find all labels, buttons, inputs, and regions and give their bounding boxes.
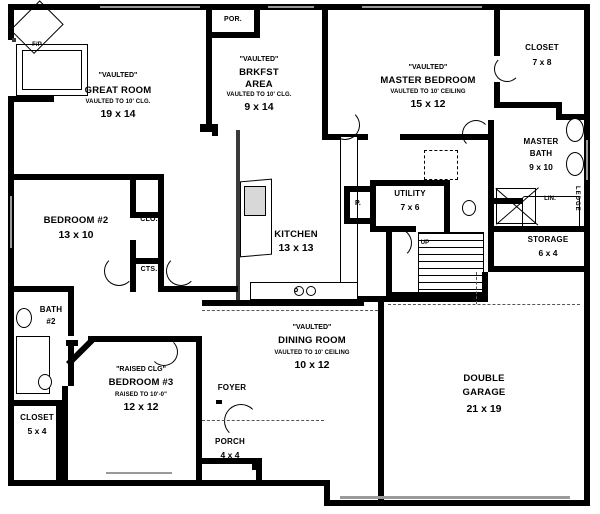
label-brkfst-name2: AREA bbox=[245, 79, 273, 90]
wall-bed2-top bbox=[8, 174, 164, 180]
window-greatroom bbox=[100, 6, 200, 8]
wall-master-left bbox=[322, 10, 328, 140]
label-brkfst-note: VAULTED TO 10' CLG. bbox=[226, 92, 292, 98]
door-arc-bed2 bbox=[104, 256, 134, 286]
wall-exterior-right-top bbox=[584, 4, 590, 44]
label-porch-front-dim: 4 x 4 bbox=[220, 450, 240, 460]
door-arc-closet bbox=[494, 56, 520, 82]
wall-garage-left bbox=[378, 296, 384, 506]
label-bed3-note: RAISED TO 10'-0" bbox=[114, 392, 168, 398]
label-masterbath-name2: BATH bbox=[529, 149, 553, 158]
label-bed3-name: BEDROOM #3 bbox=[108, 377, 174, 388]
label-foyer: FOYER bbox=[217, 383, 247, 392]
label-garage-name2: GARAGE bbox=[462, 387, 506, 398]
label-bed3-raised: "RAISED CLG" bbox=[116, 366, 166, 373]
label-closet-name: CLOSET bbox=[525, 43, 559, 52]
wall-storage-bottom bbox=[494, 266, 586, 272]
label-closet-front-name: CLOSET bbox=[20, 413, 54, 422]
utility-above-dashed bbox=[424, 150, 458, 180]
wall-bed3-left-lower bbox=[62, 386, 68, 480]
label-master-vaulted: "VAULTED" bbox=[408, 64, 448, 71]
wall-garage-top bbox=[378, 296, 488, 302]
label-up: UP bbox=[420, 240, 430, 246]
label-cts: CTS. bbox=[140, 266, 158, 273]
label-greatroom-name: GREAT ROOM bbox=[84, 85, 152, 96]
wall-closet-left bbox=[494, 10, 500, 56]
window-master bbox=[362, 6, 482, 8]
wall-exterior-left-upper bbox=[8, 4, 14, 40]
wall-storage-left bbox=[488, 232, 494, 272]
wall-closet-bottom bbox=[494, 102, 560, 108]
sink-bath2 bbox=[38, 374, 52, 390]
window-masterbath bbox=[586, 140, 588, 180]
wall-greatroom-bottom-left bbox=[8, 96, 54, 102]
wall-fp-a bbox=[12, 38, 16, 42]
porch-post bbox=[252, 462, 260, 470]
sink-master-2 bbox=[566, 152, 584, 176]
wall-porch-bottom bbox=[196, 480, 262, 486]
wall-rear-porch-bottom bbox=[206, 32, 260, 38]
garage-dash-1 bbox=[388, 304, 580, 305]
label-porch-rear: POR. bbox=[224, 16, 242, 23]
wall-bed2-right bbox=[158, 174, 164, 292]
label-dining-note: VAULTED TO 10' CEILING bbox=[274, 350, 350, 356]
window-bed3 bbox=[106, 472, 172, 474]
wall-pantry-bottom bbox=[344, 218, 370, 224]
door-arc-hall bbox=[166, 256, 196, 286]
label-brkfst-name: BRKFST bbox=[239, 67, 279, 78]
label-utility-name: UTILITY bbox=[394, 189, 426, 198]
fireplace-hearth bbox=[22, 50, 82, 90]
label-dining-dim: 10 x 12 bbox=[294, 359, 330, 371]
wall-dining-top bbox=[202, 300, 364, 306]
wall-bath2-left bbox=[8, 292, 14, 412]
toilet-bath2 bbox=[16, 308, 32, 328]
label-bed2-name: BEDROOM #2 bbox=[43, 215, 109, 226]
wall-exterior-top-left bbox=[8, 4, 96, 10]
door-arc-foyer bbox=[224, 404, 258, 438]
label-fireplace: F/P bbox=[32, 42, 42, 48]
garage-dash-2 bbox=[476, 272, 477, 304]
kitchen-cooktop bbox=[244, 186, 266, 216]
label-porch-front-name: PORCH bbox=[215, 437, 245, 446]
wall-garage-top-right bbox=[482, 272, 488, 302]
burner-2 bbox=[306, 286, 316, 296]
label-greatroom-dim: 19 x 14 bbox=[100, 108, 136, 120]
door-arc-stairs bbox=[382, 228, 412, 258]
wall-greatroom-right bbox=[206, 38, 212, 130]
wall-exterior-top-porch bbox=[206, 4, 260, 10]
wall-foyer-door-jamb bbox=[216, 400, 222, 404]
label-closet-dim: 7 x 8 bbox=[532, 57, 552, 67]
label-linen: LIN. bbox=[544, 196, 556, 202]
wall-bed3-right bbox=[196, 336, 202, 460]
dining-ceiling-dash-2 bbox=[202, 420, 324, 421]
label-storage-dim: 6 x 4 bbox=[538, 248, 558, 258]
wall-exterior-left-lower bbox=[8, 400, 14, 486]
label-kitchen-dim: 13 x 13 bbox=[278, 242, 314, 254]
sink-master-1 bbox=[566, 118, 584, 142]
label-closet-front-dim: 5 x 4 bbox=[27, 426, 47, 436]
wall-hall-stub bbox=[364, 296, 378, 302]
label-brkfst-dim: 9 x 14 bbox=[244, 101, 274, 113]
label-storage-name: STORAGE bbox=[527, 235, 569, 244]
dining-ceiling-dash-1 bbox=[202, 310, 378, 311]
wall-clo-left bbox=[130, 178, 136, 216]
label-masterbath-dim: 9 x 10 bbox=[529, 162, 553, 172]
door-arc-bed3 bbox=[150, 338, 178, 366]
label-greatroom-vaulted: "VAULTED" bbox=[98, 72, 138, 79]
wall-exterior-bottom-mid bbox=[262, 480, 324, 486]
wall-storage-top bbox=[494, 226, 586, 232]
door-arc-masterbath bbox=[462, 120, 490, 148]
wall-hall-top bbox=[160, 286, 238, 292]
wall-closet-front-top bbox=[8, 400, 62, 406]
garage-door bbox=[340, 496, 570, 499]
label-garage-dim: 21 x 19 bbox=[466, 403, 502, 415]
label-bed2-dim: 13 x 10 bbox=[58, 229, 94, 241]
wall-utility-top bbox=[370, 180, 450, 186]
wall-bed3-top bbox=[88, 336, 200, 342]
label-garage-name: DOUBLE bbox=[463, 373, 505, 384]
wall-utility-right bbox=[444, 180, 450, 232]
label-master-note: VAULTED TO 10' CEILING bbox=[390, 89, 466, 95]
door-arc-master bbox=[330, 110, 360, 140]
label-bed3-dim: 12 x 12 bbox=[123, 401, 159, 413]
label-bath2-name2: #2 bbox=[46, 317, 56, 326]
label-clo: CLO. bbox=[140, 216, 158, 223]
label-master-dim: 15 x 12 bbox=[410, 98, 446, 110]
wall-cts-top bbox=[130, 258, 164, 264]
label-pantry: P. bbox=[354, 200, 362, 207]
label-bath2-name: BATH bbox=[39, 305, 63, 314]
label-ledge: LEDGE bbox=[574, 186, 580, 212]
wall-exterior-bottom-garage bbox=[324, 500, 590, 506]
label-kitchen-name: KITCHEN bbox=[274, 229, 318, 240]
window-bed2 bbox=[10, 196, 12, 248]
window-brkfst bbox=[268, 6, 314, 8]
label-master-name: MASTER BEDROOM bbox=[380, 75, 476, 86]
label-utility-dim: 7 x 6 bbox=[400, 202, 420, 212]
label-greatroom-note: VAULTED TO 10' CLG. bbox=[85, 99, 151, 105]
label-masterbath-name: MASTER bbox=[523, 137, 559, 146]
wall-kitchen-stub bbox=[212, 130, 218, 136]
wall-bed2-bottom bbox=[8, 286, 74, 292]
label-dining-name: DINING ROOM bbox=[278, 335, 346, 346]
wall-exterior-bottom-left bbox=[8, 480, 198, 486]
label-brkfst-vaulted: "VAULTED" bbox=[239, 56, 279, 63]
label-dining-vaulted: "VAULTED" bbox=[292, 324, 332, 331]
kitchen-counter-bottom bbox=[250, 282, 358, 300]
toilet-master bbox=[462, 200, 476, 216]
burner-3 bbox=[294, 288, 298, 292]
